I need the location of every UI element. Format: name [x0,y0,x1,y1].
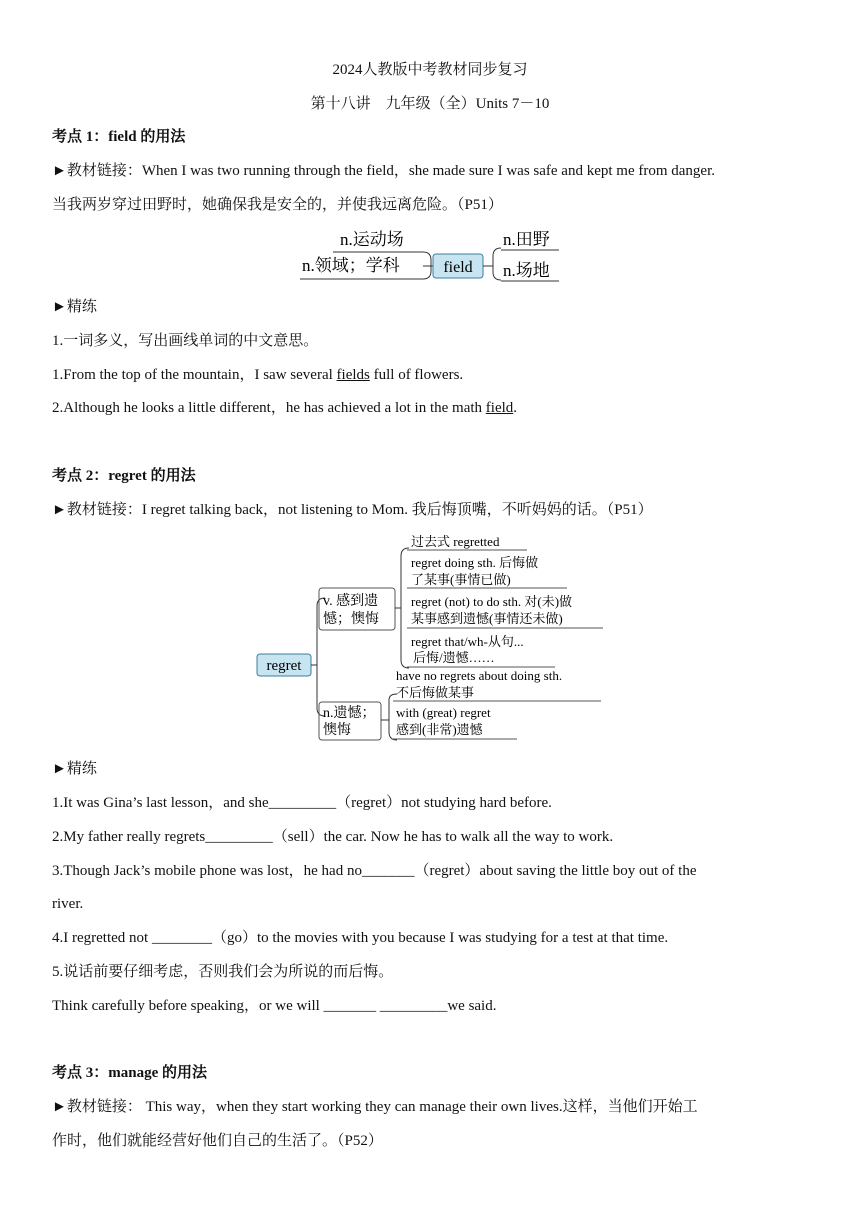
regret-with-line-1: with (great) regret [396,705,491,720]
section-2-textbook-link: ►教材链接：I regret talking back，not listening to Mom. 我后悔顶嘴，不听妈妈的话。（P51） [52,502,653,518]
section-2-question-4: 4.I regretted not ________（go）to the movies with you because I was studying for a test at that time. [52,930,669,946]
regret-verb-line-1: v. 感到遗 [323,594,379,609]
question-text: 1.From the top of the mountain，I saw several [52,367,337,383]
section-1-question-1 [52,365,808,385]
underlined-word: fields [336,367,370,383]
regret-no-regrets-line-1: have no regrets about doing sth. [396,668,563,683]
section-1-textbook-link: ►教材链接：When I was two running through the field，she made sure I was safe and kept me from danger. [52,163,716,179]
section-2-question-2: 2.My father really regrets_________（sell）the car. Now he has to walk all the way to work. [52,829,614,845]
section-1-heading: 考点 1：field 的用法 [52,129,186,145]
regret-doing-line-1: regret doing sth. 后悔做 [411,555,539,570]
field-meaning-sports-ground: n.运动场 [340,230,404,249]
regret-with-line-2: 感到(非常)遗憾 [396,722,483,737]
field-meaning-site: n.场地 [503,261,550,280]
section-2-practice-label: ►精练 [52,761,97,777]
regret-doing-line-2: 了某事(事情已做) [411,572,511,587]
question-text: . [513,400,518,416]
field-meaning-domain: n.领域；学科 [302,256,400,275]
question-text: full of flowers. [369,367,464,383]
regret-center-label: regret [266,658,302,674]
field-mindmap [295,224,570,286]
section-3-textbook-link-continued: 作时，他们就能经营好他们自己的生活了。（P52） [52,1133,383,1149]
regret-verb-line-2: 憾；懊悔 [323,612,379,627]
document-title: 2024人教版中考教材同步复习 [332,62,528,78]
section-2-question-3: 3.Though Jack’s mobile phone was lost，he had no_______（regret）about saving the little boy out of the [52,863,697,879]
regret-noun-line-1: n.遗憾； [323,706,376,721]
regret-todo-line-1: regret (not) to do sth. 对(未)做 [411,594,573,609]
document-subtitle: 第十八讲 九年级（全）Units 7－10 [310,96,550,112]
underlined-word: field [485,400,514,416]
section-3-heading: 考点 3：manage 的用法 [52,1065,207,1081]
section-2-question-5-english: Think carefully before speaking，or we will _______ _________we said. [52,998,497,1014]
section-1-question-2 [52,398,808,418]
section-2-question-3-continued: river. [52,896,84,912]
regret-todo-line-2: 某事感到遗憾(事情还未做) [411,611,563,626]
regret-that-clause-line-2: 后悔/遗憾…… [413,650,495,665]
question-text: 2.Although he looks a little different，he has achieved a lot in the math [52,400,486,416]
section-1-instruction: 1.一词多义，写出画线单词的中文意思。 [52,333,319,349]
section-2-question-1: 1.It was Gina’s last lesson，and she_________（regret）not studying hard before. [52,795,552,811]
regret-that-clause-line-1: regret that/wh-从句... [411,634,524,649]
section-3-textbook-link: ►教材链接： This way，when they start working they can manage their own lives.这样，当他们开始工 [52,1099,698,1115]
regret-no-regrets-line-2: 不后悔做某事 [396,685,475,700]
field-center-label: field [443,259,473,276]
section-2-question-5-chinese: 5.说话前要仔细考虑，否则我们会为所说的而后悔。 [52,964,394,980]
regret-past-tense: 过去式 regretted [411,534,500,549]
section-1-practice-label: ►精练 [52,299,97,315]
section-2-heading: 考点 2：regret 的用法 [52,468,196,484]
regret-mindmap [255,528,615,744]
field-meaning-field: n.田野 [503,230,550,249]
section-1-textbook-link-translation: 当我两岁穿过田野时，她确保我是安全的，并使我远离危险。（P51） [52,197,503,213]
regret-noun-line-2: 懊悔 [323,723,351,738]
